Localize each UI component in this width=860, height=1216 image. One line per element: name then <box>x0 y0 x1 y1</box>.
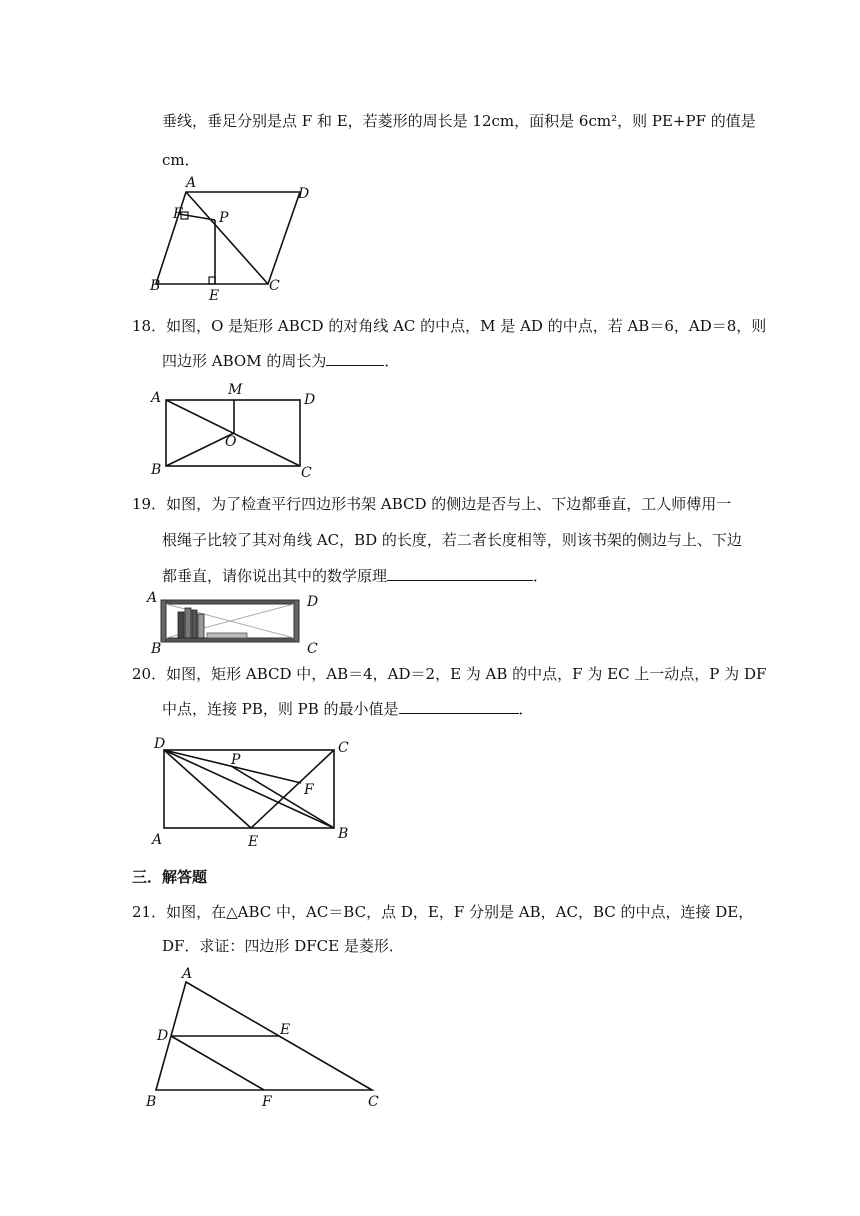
q21-segment-df <box>171 1036 264 1090</box>
q19-book-2 <box>185 608 191 638</box>
q17-label-b: B <box>150 278 161 294</box>
q21-label-d: D <box>157 1028 169 1044</box>
q20-text-line2 <box>162 698 534 719</box>
q20-label-c: C <box>338 740 349 756</box>
q21-figure-triangle <box>142 962 392 1112</box>
q17-label-d: D <box>298 186 310 202</box>
q17-right-angle-e <box>209 277 215 284</box>
q18-text-line2 <box>162 350 399 371</box>
q18-figure-rectangle <box>148 380 328 480</box>
q17-label-a: A <box>186 175 197 191</box>
q20-segment-pb <box>231 766 334 828</box>
q20-segment-ec <box>251 750 334 828</box>
q19-answer-blank[interactable] <box>387 565 533 581</box>
q18-label-m: M <box>228 382 243 398</box>
q19-shelf-right-side <box>294 600 299 642</box>
q19-book-3 <box>192 610 197 638</box>
q20-label-e: E <box>248 834 259 850</box>
q19-figure-bookshelf <box>145 588 330 656</box>
q19-label-d: D <box>307 594 319 610</box>
q19-shelf-top <box>161 600 299 604</box>
q21-label-e: E <box>280 1022 291 1038</box>
q20-label-f: F <box>304 782 314 798</box>
q17-diagonal-ac <box>186 192 268 284</box>
q18-text-line2-start: 四边形 ABOM 的周长为 <box>162 352 327 370</box>
q19-label-a: A <box>147 590 158 606</box>
q18-segment-bo <box>166 433 234 466</box>
q21-label-f: F <box>262 1094 272 1110</box>
q19-text-line1: 19．如图，为了检查平行四边形书架 ABCD 的侧边是否与上、下边都垂直，工人师傅用一 <box>132 495 732 513</box>
q18-label-o: O <box>225 434 237 450</box>
q19-label-c: C <box>307 641 318 657</box>
q19-lying-books <box>207 633 247 638</box>
q20-label-b: B <box>338 826 349 842</box>
q20-label-a: A <box>152 832 163 848</box>
q17-text-line2: cm． <box>162 151 200 169</box>
q19-book-1 <box>178 612 184 638</box>
q20-answer-blank[interactable] <box>399 698 519 714</box>
q21-label-c: C <box>368 1094 379 1110</box>
q20-label-d: D <box>154 736 166 752</box>
q17-label-f: F <box>173 206 183 222</box>
q17-label-p: P <box>219 210 229 226</box>
q19-book-4 <box>198 614 204 638</box>
q18-label-c: C <box>301 465 312 481</box>
q17-figure-rhombus <box>148 174 318 304</box>
q20-text-line1: 20．如图，矩形 ABCD 中，AB＝4，AD＝2，E 为 AB 的中点，F 为 EC 上一动点，P 为 DF <box>132 665 767 683</box>
q21-label-a: A <box>182 966 193 982</box>
q18-text-line1: 18．如图，O 是矩形 ABCD 的对角线 AC 的中点，M 是 AD 的中点，若 AB＝6，AD＝8，则 <box>132 317 767 335</box>
q20-text-line2-start: 中点，连接 PB，则 PB 的最小值是 <box>162 700 399 718</box>
q17-label-c: C <box>269 278 280 294</box>
q18-label-a: A <box>151 390 162 406</box>
section-title-solution-problems: 三．解答题 <box>132 868 208 886</box>
q19-label-b: B <box>151 641 162 657</box>
q21-text-line2: DF．求证：四边形 DFCE 是菱形． <box>162 937 404 955</box>
q20-figure-rectangle <box>146 734 366 850</box>
q21-text-line1: 21．如图，在△ABC 中，AC＝BC，点 D，E，F 分别是 AB，AC，BC 的中点，连接 DE， <box>132 903 754 921</box>
q17-text-line1: 垂线，垂足分别是点 F 和 E，若菱形的周长是 12cm，面积是 6cm²，则 PE+PF 的值是 <box>162 112 756 130</box>
q18-label-d: D <box>304 392 316 408</box>
q18-answer-blank[interactable] <box>326 350 384 366</box>
q19-shelf-bottom <box>161 638 299 642</box>
q19-text-line3-end: ． <box>533 567 549 585</box>
q19-text-line3 <box>162 565 548 586</box>
q20-text-line2-end: ． <box>518 700 534 718</box>
q18-label-b: B <box>151 462 162 478</box>
q19-text-line3-start: 都垂直，请你说出其中的数学原理 <box>162 567 388 585</box>
q17-label-e: E <box>209 288 220 304</box>
q21-label-b: B <box>146 1094 157 1110</box>
q20-label-p: P <box>231 752 241 768</box>
q18-text-line2-end: ． <box>384 352 400 370</box>
q19-text-line2: 根绳子比较了其对角线 AC，BD 的长度，若二者长度相等，则该书架的侧边与上、下边 <box>162 531 742 549</box>
q19-shelf-left-side <box>161 600 166 642</box>
